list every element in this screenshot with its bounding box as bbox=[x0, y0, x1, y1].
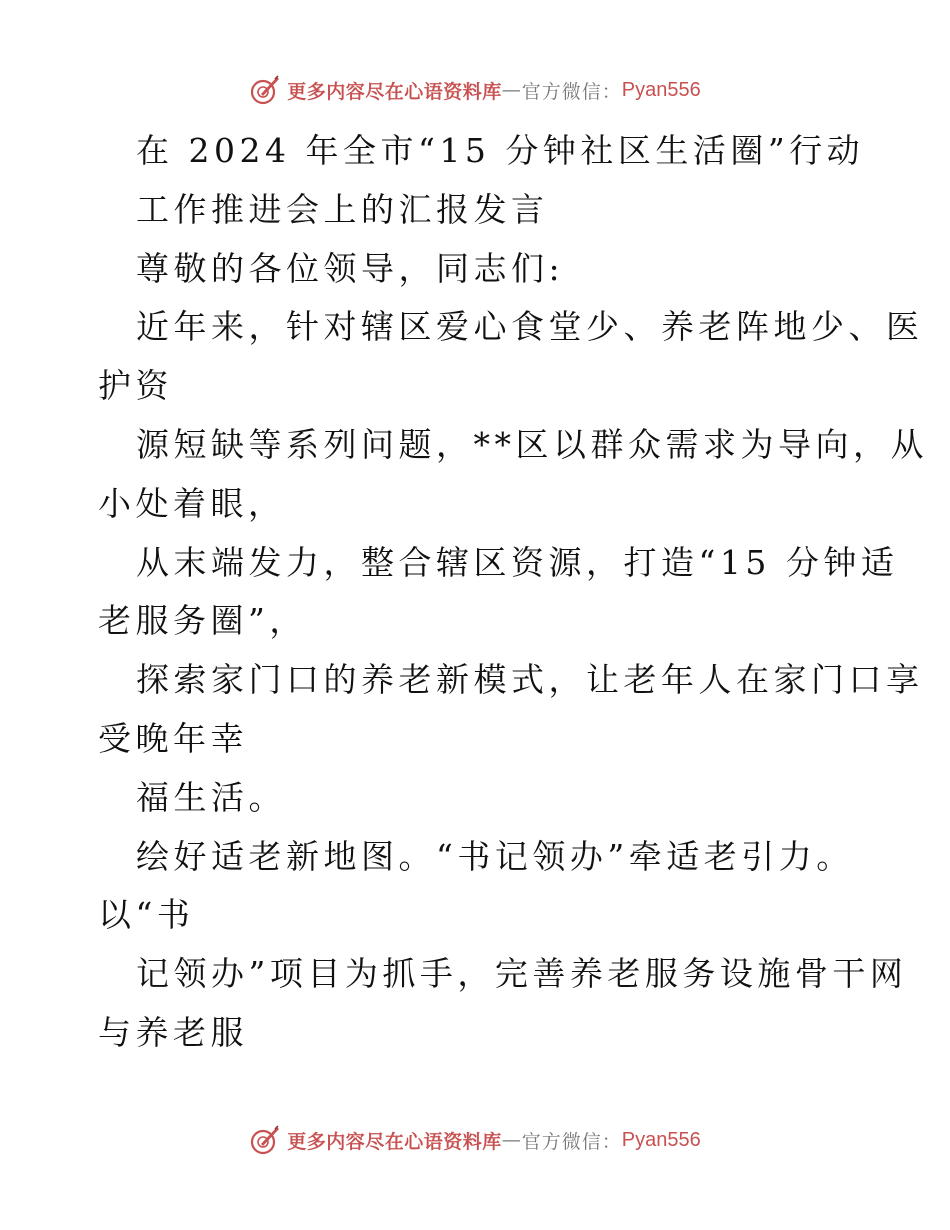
title-line-2: 工作推进会上的汇报发言 bbox=[136, 189, 549, 229]
watermark-separator: — bbox=[501, 1129, 522, 1151]
document-body bbox=[98, 122, 928, 1063]
body-line: 受晚年幸 bbox=[98, 718, 248, 758]
body-line: 以“书 bbox=[98, 895, 195, 935]
body-line: 与养老服 bbox=[98, 1012, 248, 1052]
watermark-site-text: 更多内容尽在心语资料库 bbox=[287, 80, 502, 103]
body-line: 护资 bbox=[98, 366, 173, 406]
title-line-1: 在 2024 年全市“15 分钟社区生活圈”行动 bbox=[136, 131, 865, 170]
watermark-site-text: 更多内容尽在心语资料库 bbox=[287, 1130, 502, 1153]
watermark-wechat-label: 官方微信： bbox=[521, 1130, 622, 1153]
quill-logo-icon bbox=[249, 74, 281, 106]
body-line: 从末端发力，整合辖区资源，打造“15 分钟适 bbox=[136, 542, 899, 582]
header-watermark bbox=[0, 70, 950, 110]
watermark-wechat-label: 官方微信： bbox=[521, 80, 622, 103]
body-line: 福生活。 bbox=[136, 777, 286, 817]
body-line: 源短缺等系列问题，**区以群众需求为导向，从 bbox=[136, 424, 928, 464]
watermark-wechat-id: Pyan556 bbox=[621, 78, 701, 101]
quill-logo-icon bbox=[249, 1124, 281, 1156]
body-line: 老服务圈”， bbox=[98, 601, 307, 641]
footer-watermark bbox=[0, 1120, 950, 1160]
watermark-wechat-id: Pyan556 bbox=[621, 1128, 701, 1151]
body-line: 近年来，针对辖区爱心食堂少、养老阵地少、医 bbox=[136, 307, 924, 347]
body-line: 绘好适老新地图。“书记领办”牵适老引力。 bbox=[136, 836, 854, 876]
body-line: 小处着眼， bbox=[98, 483, 286, 523]
salutation: 尊敬的各位领导，同志们: bbox=[136, 248, 565, 288]
watermark-separator: — bbox=[501, 79, 522, 101]
body-line: 记领办”项目为抓手，完善养老服务设施骨干网 bbox=[136, 954, 908, 994]
body-line: 探索家门口的养老新模式，让老年人在家门口享 bbox=[136, 660, 924, 700]
